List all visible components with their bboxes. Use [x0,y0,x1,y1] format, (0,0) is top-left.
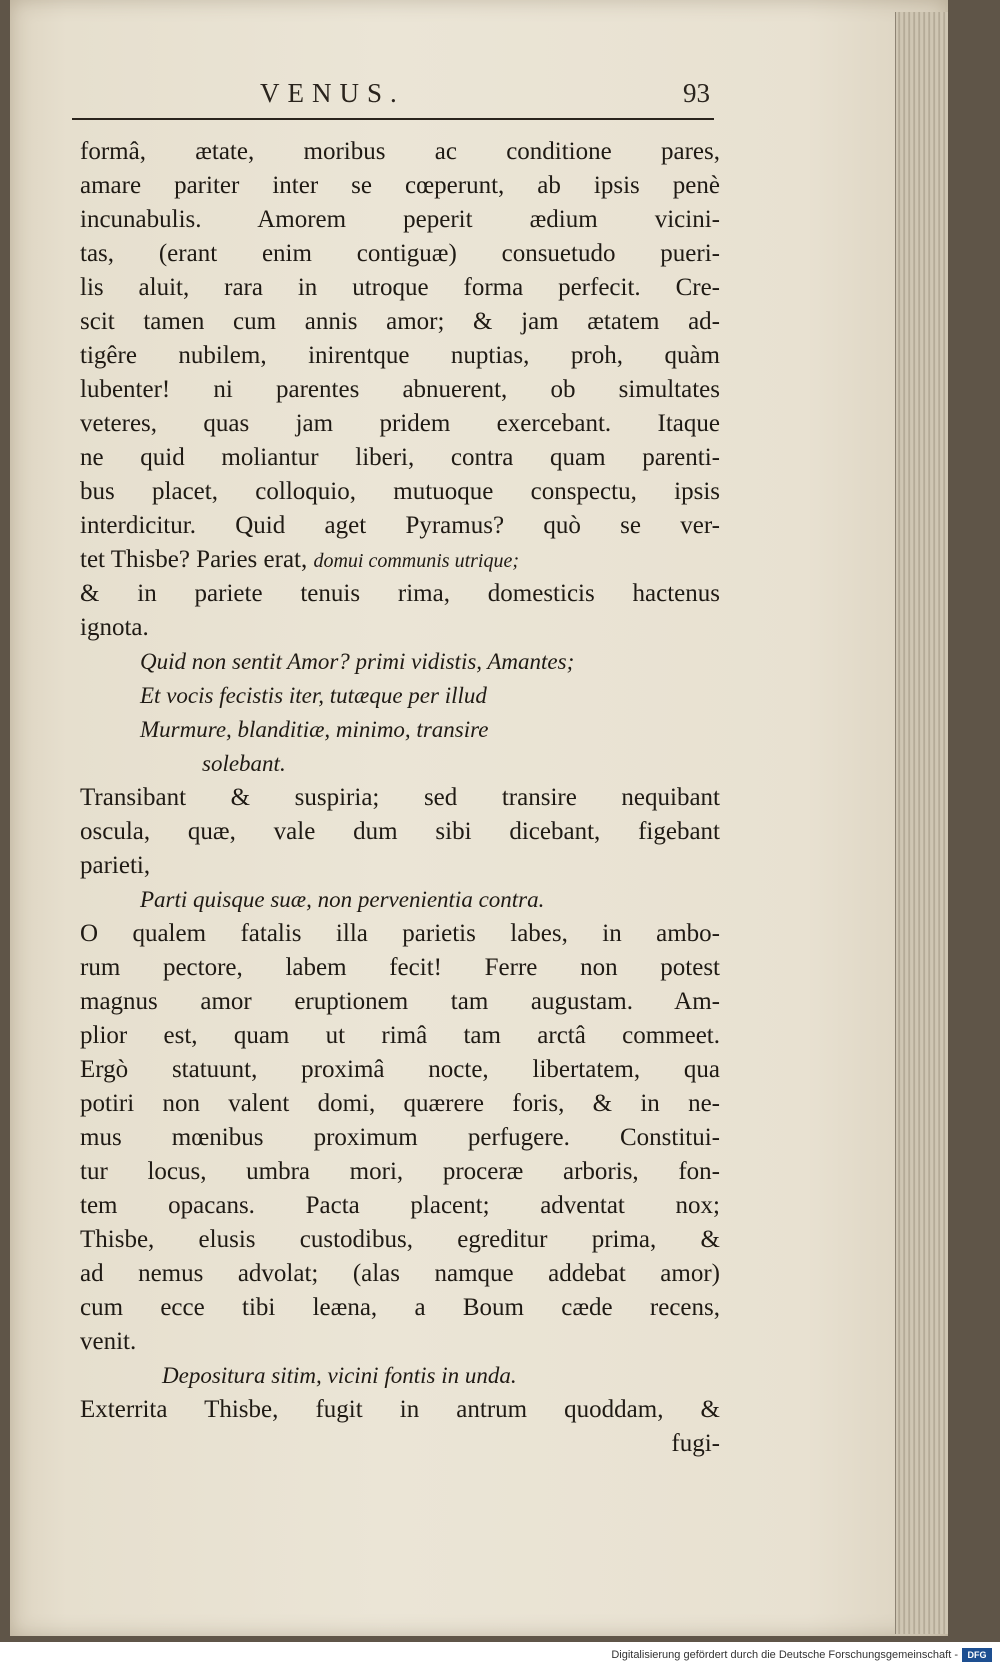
text-line: Ergò statuunt, proximâ nocte, libertatem, qua [80,1056,720,1083]
text-line: venit. [80,1328,137,1355]
funding-credit: Digitalisierung gefördert durch die Deutsche Forschungsgemeinschaft - [611,1649,958,1661]
running-head [80,78,710,108]
text-line: tem opacans. Pacta placent; adventat nox; [80,1192,720,1219]
text-line: Transibant & suspiria; sed transire nequibant [80,784,720,811]
text-line: tigêre nubilem, inirentque nuptias, proh, quàm [80,342,720,369]
text-line: Exterrita Thisbe, fugit in antrum quoddam, & [80,1396,720,1423]
text-line: rum pectore, labem fecit! Ferre non potest [80,954,720,981]
text-line: tas, (erant enim contiguæ) consuetudo pueri- [80,240,720,267]
verse-line: Quid non sentit Amor? primi vidistis, Amantes; [140,649,575,674]
text-line: scit tamen cum annis amor; & jam ætatem ad- [80,308,720,335]
text-line: Thisbe, elusis custodibus, egreditur prima, & [80,1226,720,1253]
text-line-mixed [80,543,720,577]
text-segment: tet Thisbe? Paries erat, [80,546,308,573]
book-page [10,0,948,1636]
text-line: interdicitur. Quid aget Pyramus? quò se ver- [80,512,720,539]
text-line: amare pariter inter se cœperunt, ab ipsis penè [80,172,720,199]
body-text [80,135,720,1461]
verse-line: Et vocis fecistis iter, tutæque per illud [140,683,487,708]
header-rule [72,118,714,120]
text-line: potiri non valent domi, quærere foris, & in ne- [80,1090,720,1117]
text-line: veteres, quas jam pridem exercebant. Itaque [80,410,720,437]
text-line: magnus amor eruptionem tam augustam. Am- [80,988,720,1015]
text-line: ne quid moliantur liberi, contra quam parenti- [80,444,720,471]
text-line: lis aluit, rara in utroque forma perfecit. Cre- [80,274,720,301]
text-line: oscula, quæ, vale dum sibi dicebant, figebant [80,818,720,845]
verse-line: Parti quisque suæ, non pervenientia contra. [140,887,545,912]
italic-segment: domui communis utrique; [313,550,520,572]
page-edges [895,12,948,1634]
text-line: cum ecce tibi leæna, a Boum cæde recens, [80,1294,720,1321]
text-line: parieti, [80,852,151,879]
verse-line: Murmure, blanditiæ, minimo, transire [140,717,489,742]
verse-line: Depositura sitim, vicini fontis in unda. [162,1363,517,1388]
text-line: tur locus, umbra mori, proceræ arboris, fon- [80,1158,720,1185]
text-line: ad nemus advolat; (alas namque addebat amor) [80,1260,720,1287]
text-line: mus mœnibus proximum perfugere. Constitui- [80,1124,720,1151]
text-line: incunabulis. Amorem peperit ædium vicini- [80,206,720,233]
digitization-footer [0,1642,1000,1669]
dfg-logo: DFG [962,1648,992,1662]
text-line: & in pariete tenuis rima, domesticis hactenus [80,580,720,607]
text-line: plior est, quam ut rimâ tam arctâ commeet. [80,1022,720,1049]
catchword: fugi- [671,1430,720,1457]
text-line: ignota. [80,614,149,641]
text-line: formâ, ætate, moribus ac conditione pares, [80,138,720,165]
text-line: O qualem fatalis illa parietis labes, in ambo- [80,920,720,947]
text-line: lubenter! ni parentes abnuerent, ob simultates [80,376,720,403]
text-line: bus placet, colloquio, mutuoque conspectu, ipsis [80,478,720,505]
running-title: VENUS. [260,78,405,108]
page-number: 93 [683,78,710,108]
verse-line: solebant. [202,751,286,776]
